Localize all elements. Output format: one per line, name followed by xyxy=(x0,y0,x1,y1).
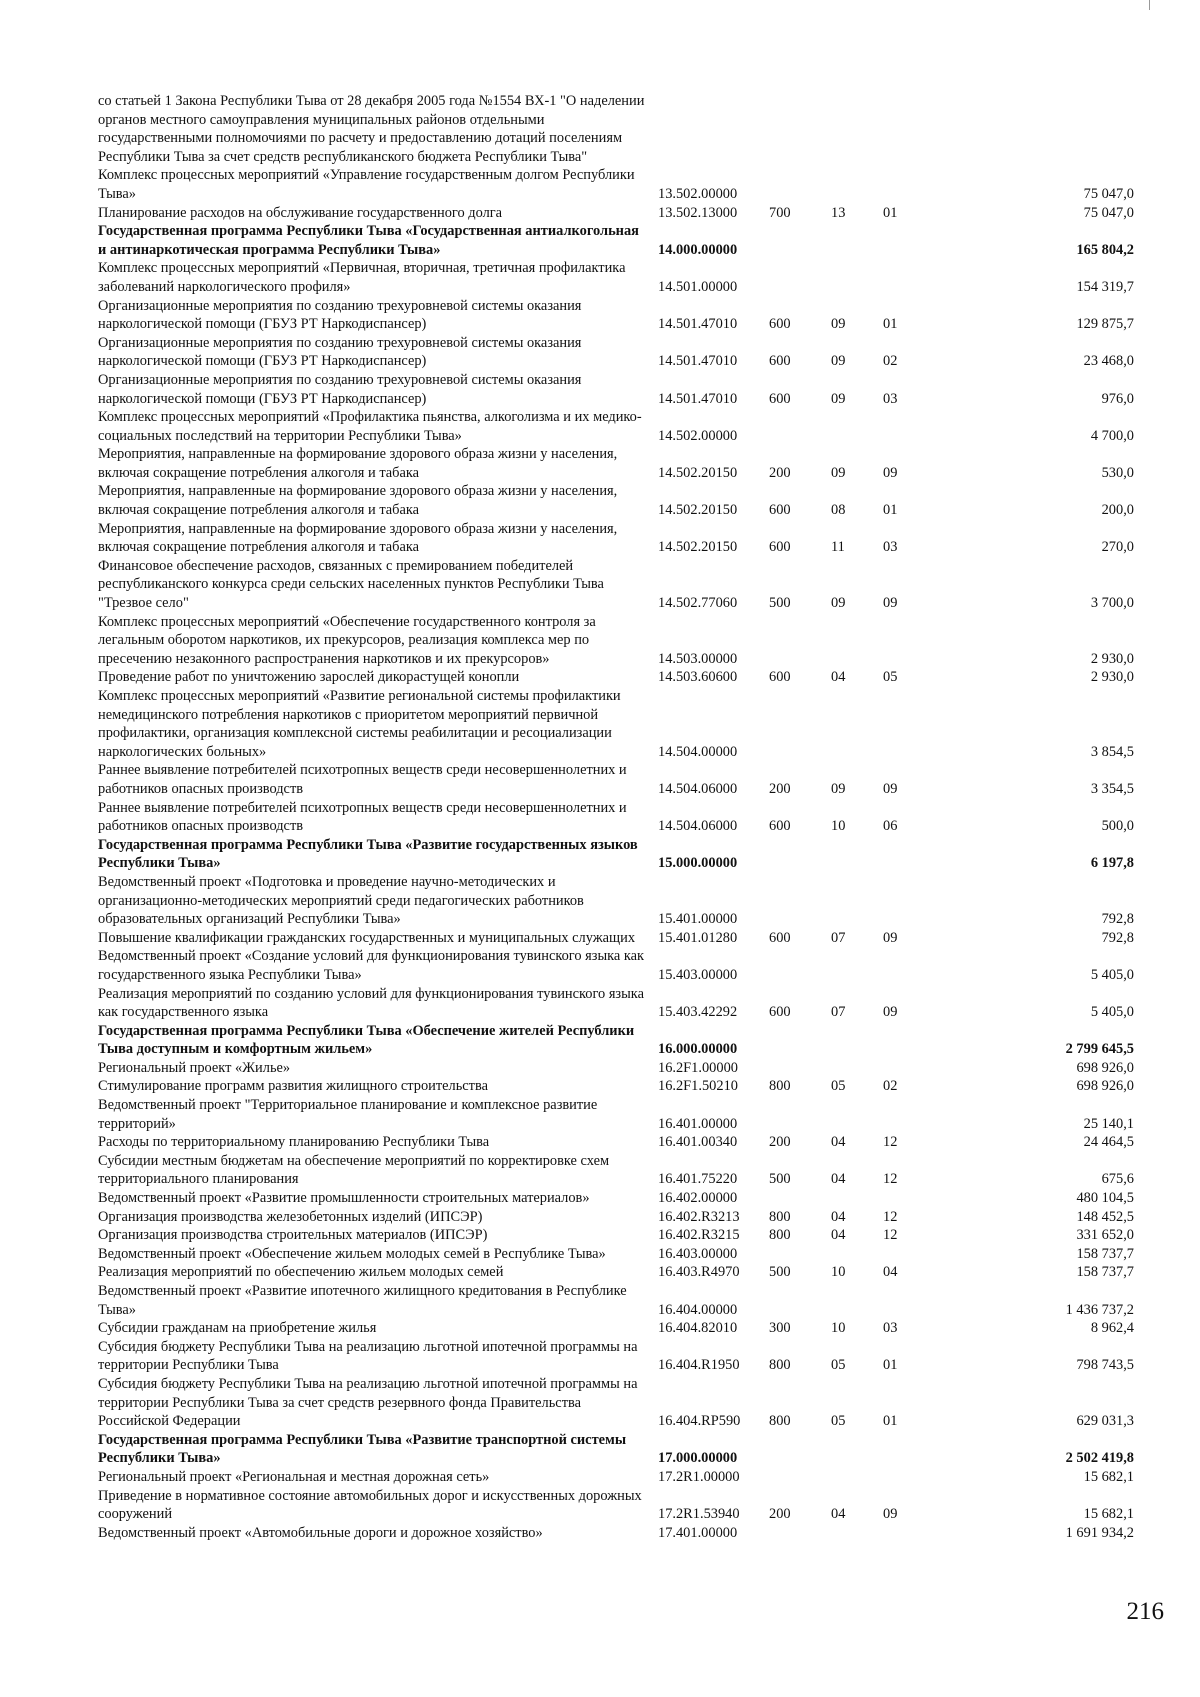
row-subsection xyxy=(883,1189,973,1208)
row-name: Ведомственный проект «Подготовка и проведение научно-методических и организационно-методических мероприятий среди педагогических работников образовательных организаций Республики Тыва» xyxy=(98,873,584,928)
row-target-code: 16.401.00340 xyxy=(658,1134,738,1151)
row-name: Реализация мероприятий по созданию условий для функционирования тувинского языка как государственного языка xyxy=(98,985,644,1021)
row-amount: 3 854,5 xyxy=(1090,743,1134,760)
row-expense-type xyxy=(769,836,831,873)
row-target-code: 14.501.47010 xyxy=(658,316,738,333)
row-target-code: 13.502.00000 xyxy=(658,185,738,202)
row-name: Организационные мероприятия по созданию трехуровневой системы оказания наркологической помощи (ГБУЗ РТ Наркодиспансер) xyxy=(98,334,582,370)
row-target-code: 14.504.06000 xyxy=(658,780,738,797)
row-section xyxy=(831,947,883,984)
table-row xyxy=(98,557,1138,613)
row-subsection: 09 xyxy=(883,929,898,946)
row-name: Мероприятия, направленные на формирование здорового образа жизни у населения, включая сокращение потребления алкоголя и табака xyxy=(98,446,618,481)
row-section: 09 xyxy=(831,780,846,797)
row-subsection: 09 xyxy=(883,464,898,481)
row-section: 09 xyxy=(831,353,846,370)
row-subsection xyxy=(883,1431,973,1468)
row-name: Финансовое обеспечение расходов, связанных с премированием победителей республиканского конкурса среди сельских населенных пунктов Республики Тыва "Трезвое село" xyxy=(98,557,604,612)
row-expense-type xyxy=(769,613,831,669)
row-amount: 2 930,0 xyxy=(1090,650,1134,667)
row-name: Планирование расходов на обслуживание государственного долга xyxy=(98,204,503,221)
row-expense-type xyxy=(769,687,831,761)
row-section xyxy=(831,222,883,259)
row-subsection: 06 xyxy=(883,818,898,835)
row-target-code: 14.501.47010 xyxy=(658,390,738,407)
row-name: Региональный проект «Региональная и местная дорожная сеть» xyxy=(98,1468,490,1485)
table-row xyxy=(98,947,1138,984)
row-target-code: 16.401.00000 xyxy=(658,1115,738,1132)
row-subsection xyxy=(883,222,973,259)
row-target-code: 14.503.00000 xyxy=(658,650,738,667)
table-row xyxy=(98,482,1138,519)
row-amount: 25 140,1 xyxy=(1083,1115,1134,1132)
row-name: Комплекс процессных мероприятий «Профилактика пьянства, алкоголизма и их медико-социальных последствий на территории Республики Тыва» xyxy=(98,409,642,444)
row-section xyxy=(831,1059,883,1078)
row-amount: 165 804,2 xyxy=(1076,241,1134,258)
row-subsection xyxy=(883,873,973,929)
table-row xyxy=(98,1152,1138,1189)
row-amount: 5 405,0 xyxy=(1090,1004,1134,1021)
row-name: Приведение в нормативное состояние автомобильных дорог и искусственных дорожных сооружений xyxy=(98,1487,642,1523)
row-subsection: 02 xyxy=(883,353,898,370)
row-subsection: 05 xyxy=(883,669,898,686)
row-amount: 15 682,1 xyxy=(1083,1506,1134,1523)
row-amount: 15 682,1 xyxy=(1083,1468,1134,1485)
table-row xyxy=(98,836,1138,873)
row-amount: 792,8 xyxy=(1101,929,1134,946)
row-expense-type xyxy=(769,1096,831,1133)
row-section xyxy=(831,259,883,296)
row-target-code: 17.2R1.53940 xyxy=(658,1506,740,1523)
row-section xyxy=(831,1282,883,1319)
row-name: Государственная программа Республики Тыва «Государственная антиалкогольная и антинаркотическая программа Республики Тыва» xyxy=(98,223,639,258)
row-amount: 3 354,5 xyxy=(1090,780,1134,797)
row-amount: 148 452,5 xyxy=(1076,1208,1134,1225)
row-section: 09 xyxy=(831,316,846,333)
row-name: Региональный проект «Жилье» xyxy=(98,1059,291,1076)
table-row xyxy=(98,1319,1138,1338)
row-amount: 530,0 xyxy=(1101,464,1134,481)
row-section xyxy=(831,92,883,166)
row-name: Повышение квалификации гражданских государственных и муниципальных служащих xyxy=(98,929,636,946)
row-target-code: 14.502.77060 xyxy=(658,595,738,612)
row-subsection: 04 xyxy=(883,1264,898,1281)
table-row xyxy=(98,929,1138,948)
row-expense-type xyxy=(769,1468,831,1487)
row-expense-type: 600 xyxy=(769,539,791,556)
table-body xyxy=(98,92,1138,1542)
row-subsection xyxy=(883,1022,973,1059)
row-amount: 24 464,5 xyxy=(1083,1134,1134,1151)
table-row xyxy=(98,1133,1138,1152)
row-name: Комплекс процессных мероприятий «Первичная, вторичная, третичная профилактика заболеваний наркологического профиля» xyxy=(98,260,626,295)
row-subsection xyxy=(883,1059,973,1078)
row-subsection xyxy=(883,836,973,873)
row-name: Субсидия бюджету Республики Тыва на реализацию льготной ипотечной программы на территории Республики Тыва xyxy=(98,1338,638,1374)
table-row xyxy=(98,1524,1138,1543)
table-row xyxy=(98,1022,1138,1059)
table-row xyxy=(98,1468,1138,1487)
row-target-code xyxy=(654,92,769,166)
row-name: Комплекс процессных мероприятий «Управление государственным долгом Республики Тыва» xyxy=(98,167,635,202)
row-expense-type xyxy=(769,1524,831,1543)
row-amount: 129 875,7 xyxy=(1076,316,1134,333)
budget-table xyxy=(98,92,1138,1542)
row-section: 10 xyxy=(831,818,846,835)
row-section xyxy=(831,836,883,873)
table-row xyxy=(98,799,1138,836)
row-amount: 331 652,0 xyxy=(1076,1227,1134,1244)
row-expense-type xyxy=(769,1431,831,1468)
row-name: Ведомственный проект «Развитие промышленности строительных материалов» xyxy=(98,1190,590,1207)
row-expense-type: 200 xyxy=(769,1506,791,1523)
table-row xyxy=(98,408,1138,445)
row-amount: 798 743,5 xyxy=(1076,1357,1134,1374)
row-amount: 75 047,0 xyxy=(1083,204,1134,221)
row-target-code: 17.2R1.00000 xyxy=(658,1468,740,1485)
row-subsection xyxy=(883,1245,973,1264)
row-section: 09 xyxy=(831,390,846,407)
row-subsection xyxy=(883,613,973,669)
row-section: 05 xyxy=(831,1078,846,1095)
row-section: 04 xyxy=(831,669,846,686)
row-amount: 2 799 645,5 xyxy=(1065,1041,1134,1058)
row-name: Государственная программа Республики Тыва «Развитие государственных языков Республики Тыва» xyxy=(98,836,638,872)
row-subsection: 01 xyxy=(883,204,898,221)
row-expense-type xyxy=(769,259,831,296)
table-row xyxy=(98,445,1138,482)
row-amount: 675,6 xyxy=(1101,1171,1134,1188)
row-name: Раннее выявление потребителей психотропных веществ среди несовершеннолетних и работников опасных производств xyxy=(98,799,627,835)
row-target-code: 13.502.13000 xyxy=(658,204,738,221)
table-row xyxy=(98,1487,1138,1524)
row-expense-type: 600 xyxy=(769,390,791,407)
row-name: Организационные мероприятия по созданию трехуровневой системы оказания наркологической помощи (ГБУЗ РТ Наркодиспансер) xyxy=(98,371,582,407)
row-subsection: 12 xyxy=(883,1171,898,1188)
row-amount: 3 700,0 xyxy=(1090,595,1134,612)
table-row xyxy=(98,222,1138,259)
page-number: 216 xyxy=(1126,1598,1164,1625)
row-section: 05 xyxy=(831,1357,846,1374)
table-row xyxy=(98,873,1138,929)
row-name: Субсидия бюджету Республики Тыва на реализацию льготной ипотечной программы на территории Республики Тыва за счет средств резервного фонда Правительства Российской Федерации xyxy=(98,1375,638,1430)
row-name: Государственная программа Республики Тыва «Обеспечение жителей Республики Тыва доступным и комфортным жильем» xyxy=(98,1022,635,1058)
row-subsection xyxy=(883,687,973,761)
row-expense-type xyxy=(769,1245,831,1264)
table-row xyxy=(98,613,1138,669)
row-section xyxy=(831,166,883,203)
row-section: 04 xyxy=(831,1506,846,1523)
row-subsection: 09 xyxy=(883,1506,898,1523)
row-expense-type: 800 xyxy=(769,1227,791,1244)
scan-mark xyxy=(1149,0,1150,10)
row-section: 10 xyxy=(831,1320,846,1337)
row-target-code: 16.402.R3215 xyxy=(658,1227,740,1244)
row-amount: 698 926,0 xyxy=(1076,1059,1134,1076)
table-row xyxy=(98,1338,1138,1375)
table-row xyxy=(98,668,1138,687)
row-subsection xyxy=(883,1468,973,1487)
row-expense-type: 700 xyxy=(769,204,791,221)
row-target-code: 16.2F1.50210 xyxy=(658,1078,738,1095)
row-expense-type xyxy=(769,1189,831,1208)
row-expense-type: 800 xyxy=(769,1413,791,1430)
row-expense-type xyxy=(769,1059,831,1078)
row-target-code: 16.000.00000 xyxy=(658,1041,738,1058)
row-expense-type xyxy=(769,1022,831,1059)
row-expense-type: 200 xyxy=(769,1134,791,1151)
row-expense-type: 200 xyxy=(769,780,791,797)
row-subsection: 09 xyxy=(883,780,898,797)
row-amount: 200,0 xyxy=(1101,502,1134,519)
table-row xyxy=(98,1077,1138,1096)
row-target-code: 16.404.R1950 xyxy=(658,1357,740,1374)
row-expense-type: 600 xyxy=(769,353,791,370)
row-section xyxy=(831,1022,883,1059)
row-target-code: 16.402.00000 xyxy=(658,1190,738,1207)
row-subsection: 03 xyxy=(883,1320,898,1337)
table-row xyxy=(98,334,1138,371)
table-row xyxy=(98,1096,1138,1133)
row-target-code: 15.401.00000 xyxy=(658,911,738,928)
table-row xyxy=(98,92,1138,166)
table-row xyxy=(98,1208,1138,1227)
row-target-code: 14.501.47010 xyxy=(658,353,738,370)
row-subsection xyxy=(883,1524,973,1543)
row-subsection: 12 xyxy=(883,1208,898,1225)
row-subsection: 01 xyxy=(883,1357,898,1374)
row-expense-type: 600 xyxy=(769,1004,791,1021)
row-target-code: 14.000.00000 xyxy=(658,241,738,258)
row-section xyxy=(831,873,883,929)
row-section xyxy=(831,1468,883,1487)
row-section xyxy=(831,613,883,669)
row-subsection: 09 xyxy=(883,1004,898,1021)
row-amount: 480 104,5 xyxy=(1076,1190,1134,1207)
table-row xyxy=(98,761,1138,798)
row-amount: 500,0 xyxy=(1101,818,1134,835)
row-target-code: 14.504.06000 xyxy=(658,818,738,835)
row-expense-type: 800 xyxy=(769,1208,791,1225)
row-subsection: 03 xyxy=(883,539,898,556)
row-section xyxy=(831,1524,883,1543)
row-section: 10 xyxy=(831,1264,846,1281)
table-row xyxy=(98,204,1138,223)
row-name: Мероприятия, направленные на формирование здорового образа жизни у населения, включая сокращение потребления алкоголя и табака xyxy=(98,520,618,556)
row-target-code: 16.2F1.00000 xyxy=(658,1059,738,1076)
row-name: Организационные мероприятия по созданию трехуровневой системы оказания наркологической помощи (ГБУЗ РТ Наркодиспансер) xyxy=(98,297,582,333)
row-name: Ведомственный проект «Автомобильные дороги и дорожное хозяйство» xyxy=(98,1524,543,1541)
row-expense-type xyxy=(769,873,831,929)
row-section: 04 xyxy=(831,1227,846,1244)
row-target-code: 14.502.20150 xyxy=(658,464,738,481)
row-name: Расходы по территориальному планированию Республики Тыва xyxy=(98,1134,490,1151)
row-amount: 158 737,7 xyxy=(1076,1245,1134,1262)
row-section: 04 xyxy=(831,1134,846,1151)
row-expense-type xyxy=(769,408,831,445)
row-name: Ведомственный проект "Территориальное планирование и комплексное развитие территорий» xyxy=(98,1097,598,1132)
table-row xyxy=(98,1059,1138,1078)
row-section xyxy=(831,1431,883,1468)
row-section xyxy=(831,1189,883,1208)
row-expense-type xyxy=(769,222,831,259)
row-name: Государственная программа Республики Тыва «Развитие транспортной системы Республики Тыва» xyxy=(98,1431,627,1467)
row-name: Проведение работ по уничтожению зарослей дикорастущей конопли xyxy=(98,669,520,686)
table-row xyxy=(98,520,1138,557)
row-subsection xyxy=(883,166,973,203)
row-target-code: 16.404.RP590 xyxy=(658,1413,741,1430)
row-target-code: 15.403.00000 xyxy=(658,966,738,983)
row-expense-type: 600 xyxy=(769,502,791,519)
row-target-code: 14.503.60600 xyxy=(658,669,738,686)
row-expense-type: 300 xyxy=(769,1320,791,1337)
row-expense-type: 500 xyxy=(769,1264,791,1281)
row-name: Ведомственный проект «Развитие ипотечного жилищного кредитования в Республике Тыва» xyxy=(98,1283,627,1318)
row-name: Субсидии гражданам на приобретение жилья xyxy=(98,1320,377,1337)
row-expense-type: 600 xyxy=(769,316,791,333)
row-name: Организация производства железобетонных изделий (ИПСЭР) xyxy=(98,1208,483,1225)
row-target-code: 15.401.01280 xyxy=(658,929,738,946)
row-expense-type xyxy=(769,1282,831,1319)
table-row xyxy=(98,985,1138,1022)
row-name: Комплекс процессных мероприятий «Обеспечение государственного контроля за легальным оборотом наркотиков, их прекурсоров, реализация комплекса мер по пресечению незаконного распространения наркотиков и их прекурсоров» xyxy=(98,613,596,667)
row-expense-type: 600 xyxy=(769,818,791,835)
row-name: со статьей 1 Закона Республики Тыва от 28 декабря 2005 года №1554 ВХ-1 "О наделении органов местного самоуправления муниципальных районов отдельными государственными полномочиями по расчету и предоставлению дотаций поселениям Республики Тыва за счет средств республиканского бюджета Республики Тыва" xyxy=(98,93,645,165)
row-amount: 154 319,7 xyxy=(1076,278,1134,295)
row-amount: 6 197,8 xyxy=(1090,855,1134,872)
row-target-code: 16.404.82010 xyxy=(658,1320,738,1337)
row-target-code: 17.401.00000 xyxy=(658,1524,738,1541)
row-amount xyxy=(973,92,1138,166)
row-target-code: 16.404.00000 xyxy=(658,1301,738,1318)
row-expense-type xyxy=(769,92,831,166)
row-amount: 792,8 xyxy=(1101,911,1134,928)
row-expense-type xyxy=(769,166,831,203)
row-section: 07 xyxy=(831,929,846,946)
row-amount: 4 700,0 xyxy=(1090,427,1134,444)
row-section xyxy=(831,1245,883,1264)
row-expense-type: 500 xyxy=(769,1171,791,1188)
row-section: 07 xyxy=(831,1004,846,1021)
row-subsection: 01 xyxy=(883,316,898,333)
row-target-code: 16.401.75220 xyxy=(658,1171,738,1188)
row-subsection: 12 xyxy=(883,1134,898,1151)
row-section: 09 xyxy=(831,464,846,481)
row-subsection xyxy=(883,92,973,166)
table-row xyxy=(98,1226,1138,1245)
row-target-code: 17.000.00000 xyxy=(658,1450,738,1467)
row-subsection xyxy=(883,947,973,984)
row-section: 08 xyxy=(831,502,846,519)
row-target-code: 14.504.00000 xyxy=(658,743,738,760)
row-name: Комплекс процессных мероприятий «Развитие региональной системы профилактики немедицинского потребления наркотиков с приоритетом мероприятий первичной профилактики, организация комплексной системы реабилитации и ресоциализации наркологических больных» xyxy=(98,688,621,760)
row-amount: 75 047,0 xyxy=(1083,185,1134,202)
row-expense-type: 500 xyxy=(769,595,791,612)
row-subsection: 09 xyxy=(883,595,898,612)
row-target-code: 14.502.00000 xyxy=(658,427,738,444)
row-amount: 629 031,3 xyxy=(1076,1413,1134,1430)
row-amount: 698 926,0 xyxy=(1076,1078,1134,1095)
table-row xyxy=(98,259,1138,296)
row-subsection: 02 xyxy=(883,1078,898,1095)
row-expense-type: 800 xyxy=(769,1357,791,1374)
row-amount: 5 405,0 xyxy=(1090,966,1134,983)
table-row xyxy=(98,1245,1138,1264)
row-amount: 2 930,0 xyxy=(1090,669,1134,686)
row-subsection: 03 xyxy=(883,390,898,407)
row-expense-type: 800 xyxy=(769,1078,791,1095)
row-name: Реализация мероприятий по обеспечению жильем молодых семей xyxy=(98,1264,504,1281)
row-target-code: 16.402.R3213 xyxy=(658,1208,740,1225)
row-target-code: 14.502.20150 xyxy=(658,502,738,519)
row-amount: 1 436 737,2 xyxy=(1065,1301,1134,1318)
row-name: Ведомственный проект «Создание условий для функционирования тувинского языка как государственного языка Республики Тыва» xyxy=(98,948,645,983)
row-name: Ведомственный проект «Обеспечение жильем молодых семей в Республике Тыва» xyxy=(98,1245,606,1262)
table-row xyxy=(98,1375,1138,1431)
table-row xyxy=(98,166,1138,203)
row-amount: 1 691 934,2 xyxy=(1065,1524,1134,1541)
row-subsection: 12 xyxy=(883,1227,898,1244)
row-target-code: 16.403.00000 xyxy=(658,1245,738,1262)
row-amount: 2 502 419,8 xyxy=(1065,1450,1134,1467)
table-row xyxy=(98,687,1138,761)
row-expense-type: 600 xyxy=(769,929,791,946)
table-row xyxy=(98,297,1138,334)
row-name: Субсидии местным бюджетам на обеспечение мероприятий по корректировке схем территориального планирования xyxy=(98,1152,610,1188)
row-amount: 158 737,7 xyxy=(1076,1264,1134,1281)
row-target-code: 14.501.00000 xyxy=(658,278,738,295)
table-row xyxy=(98,1431,1138,1468)
row-expense-type: 200 xyxy=(769,464,791,481)
row-subsection: 01 xyxy=(883,502,898,519)
table-row xyxy=(98,1282,1138,1319)
row-amount: 976,0 xyxy=(1101,390,1134,407)
row-section xyxy=(831,408,883,445)
row-subsection: 01 xyxy=(883,1413,898,1430)
row-subsection xyxy=(883,408,973,445)
table-row xyxy=(98,1263,1138,1282)
row-section: 05 xyxy=(831,1413,846,1430)
row-section: 04 xyxy=(831,1171,846,1188)
row-target-code: 15.403.42292 xyxy=(658,1004,738,1021)
row-section xyxy=(831,687,883,761)
row-amount: 23 468,0 xyxy=(1083,353,1134,370)
row-section: 04 xyxy=(831,1208,846,1225)
row-subsection xyxy=(883,1282,973,1319)
table-row xyxy=(98,1189,1138,1208)
row-section xyxy=(831,1096,883,1133)
row-name: Мероприятия, направленные на формирование здорового образа жизни у населения, включая сокращение потребления алкоголя и табака xyxy=(98,483,618,519)
row-name: Организация производства строительных материалов (ИПСЭР) xyxy=(98,1227,488,1244)
row-subsection xyxy=(883,1096,973,1133)
row-section: 11 xyxy=(831,539,845,556)
row-section: 09 xyxy=(831,595,846,612)
table-row xyxy=(98,371,1138,408)
row-amount: 8 962,4 xyxy=(1090,1320,1134,1337)
row-expense-type xyxy=(769,947,831,984)
row-target-code: 16.403.R4970 xyxy=(658,1264,740,1281)
row-subsection xyxy=(883,259,973,296)
row-name: Раннее выявление потребителей психотропных веществ среди несовершеннолетних и работников опасных производств xyxy=(98,762,627,797)
row-expense-type: 600 xyxy=(769,669,791,686)
row-name: Стимулирование программ развития жилищного строительства xyxy=(98,1078,488,1095)
row-target-code: 14.502.20150 xyxy=(658,539,738,556)
row-amount: 270,0 xyxy=(1101,539,1134,556)
row-target-code: 15.000.00000 xyxy=(658,855,738,872)
row-section: 13 xyxy=(831,204,846,221)
